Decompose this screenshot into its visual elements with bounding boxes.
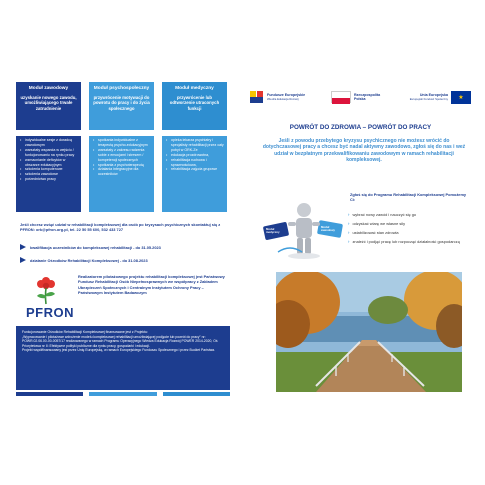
chevron-right-icon: ›: [348, 212, 350, 217]
park-boardwalk-image: [276, 272, 462, 392]
module-vocational: [16, 82, 81, 215]
left-panel: [12, 76, 236, 398]
color-bar: [16, 392, 83, 396]
funding-line: Funkcjonowanie Ośrodków Rehabilitacji Kompleksowej finansowane jest z Projektu:: [22, 330, 148, 334]
intro-text: Jeśli z powodu przebytego kryzysu psychicznego nie możesz wrócić do dotychczasowej pracy a chcesz być nadal aktywny zawodowo, zgłoś się do nas i weź udział w bezpłatnym przekwalifikowaniu zawodowym w ramach rehabilitacji kompleksowej.: [262, 138, 466, 164]
list-item: • szkolenia komputerowe: [20, 167, 79, 172]
park-photo: [276, 272, 462, 392]
figure-label-left: Moduł medyczny: [266, 227, 280, 235]
module-list: [162, 136, 227, 212]
pl-title: Rzeczpospolita Polska: [353, 92, 381, 101]
list-item: [348, 239, 470, 244]
list-item: • edukacja prozdrowotna,: [166, 153, 225, 158]
fe-text: [267, 93, 305, 101]
options-list: [348, 212, 470, 248]
list-item: • opieka lekarza psychiatry i specjalisty rehabilitacji przez cały pobyt w ORK-Ze: [166, 138, 225, 153]
deadline-text: działanie Ośrodków Rehabilitacji Kompleksowej - do 31.08.2023: [30, 257, 148, 263]
eu-text: [410, 93, 448, 101]
logo-bar: [250, 86, 471, 108]
headline: POWRÓT DO ZDROWIA – POWRÓT DO PRACY: [289, 124, 432, 131]
list-item: [348, 212, 470, 217]
figure-illustration: [260, 196, 344, 262]
list-item: • spotkania z psychoterapeutą: [93, 163, 152, 168]
modules: [16, 82, 228, 215]
list-item: • szkolenia zawodowe: [20, 172, 79, 177]
color-bar: [163, 392, 230, 396]
fe-title: Fundusze Europejskie: [267, 92, 306, 97]
figure-label-right: Moduł zawodowy: [321, 225, 335, 233]
list-item: • wzmacnianie deficytów w obszarze edukacyjnym: [20, 158, 79, 168]
module-subtitle: przywrócenie lub odtworzenie utraconych funkcji: [169, 94, 220, 111]
module-divider: [162, 130, 227, 134]
chevron-right-icon: ›: [348, 239, 350, 245]
list-item: • rehabilitacja zajęcia grupowe: [166, 167, 225, 172]
funding-line: Projekt współfinansowany jest przez Unię Europejską, w ramach Europejskiego Funduszu Społecznego i przez Budżet Państwa.: [22, 348, 215, 353]
deadline-operation: [20, 257, 230, 263]
contact-info: Jeśli chcesz wziąć udział w rehabilitacji kompleksowej dla osób po kryzysach psychicznych skontaktuj się z PFRON: ork@pfron.org.pl, tel. 22 50 55 600, 532 433 727: [20, 222, 221, 233]
module-subtitle: przywrócenie motywacji do powrotu do pracy i do życia społecznego: [93, 94, 150, 111]
funding-box: [16, 326, 230, 390]
poland-flag-icon: [331, 91, 351, 103]
fe-logo: [250, 91, 305, 103]
color-bar: [89, 392, 156, 396]
pl-logo: [331, 91, 384, 103]
arrow-icon: [20, 257, 26, 263]
chevron-right-icon: ›: [348, 230, 350, 236]
option-text: znaleźć i podjąć pracę lub rozpocząć działalność gospodarczą: [352, 239, 460, 245]
module-title: Moduł zawodowy: [28, 86, 69, 91]
eu-title: Unia Europejska: [419, 92, 448, 97]
list-item: • warsztaty wsparcia w wejściu / funkcjonowaniu na rynku pracy: [20, 148, 79, 158]
option-text: odzyskać wiarę we własne siły: [352, 221, 406, 227]
fe-star-icon: [250, 91, 264, 103]
implementer-info: Realizatorem pilotażowego projektu rehabilitacji kompleksowej jest Państwowy Fundusz Rehabilitacji Osób Niepełnosprawnych we współpracy z Zakładem Ubezpieczeń Społecznych i Centralnym Instytutem Ochrony Pracy – Państwowym Instytutem Badawczym: [78, 274, 225, 296]
module-divider: [89, 130, 154, 134]
module-title: Moduł medyczny: [175, 86, 214, 91]
option-text: wybrać nowy zawód i nauczyć się go: [352, 212, 417, 217]
pfron-logo: [20, 272, 72, 322]
module-psychosocial: [89, 82, 154, 215]
pfron-wordmark: PFRON: [26, 305, 74, 320]
chevron-right-icon: ›: [348, 221, 350, 227]
flower-icon: [20, 272, 72, 306]
right-panel: [248, 76, 473, 398]
list-item: • działania integracyjne dla uczestników: [93, 167, 152, 177]
eu-logo: [410, 91, 471, 104]
module-title: Moduł psychospołeczny: [93, 86, 150, 91]
fe-subtitle: Wiedza Edukacja Rozwój: [267, 97, 299, 101]
list-item: • indywidualne sesje z doradcą zawodowym: [20, 138, 79, 148]
module-subtitle: uzyskanie nowego zawodu, umożliwiającego trwałe zatrudnienie: [20, 94, 77, 111]
module-list: [89, 136, 154, 212]
module-header: [16, 82, 81, 130]
module-medical: [162, 82, 227, 215]
deadline-text: kwalifikacja uczestników do kompleksowej rehabilitacji - do 31.05.2023: [30, 244, 161, 250]
arrow-icon: [20, 244, 26, 250]
eu-flag-icon: ★: [451, 91, 471, 104]
list-item: [348, 221, 470, 226]
list-item: • rehabilitacja ruchowa i sprawnościowa,: [166, 158, 225, 168]
eu-subtitle: Europejski Fundusz Społeczny: [409, 97, 448, 101]
list-item: [348, 230, 470, 235]
funding-line: „Wypracowanie i pilotażowe wdrożenie modelu kompleksowej rehabilitacji umożliwiającej podjęcie lub powrót do pracy” nr: POWR.02.06.00-00-0057/17 realizowanego w ramach Programu Operacyjnego Wiedza Edukacja Rozwój POWER 2014-2020, Oś Priorytetowa nr II: Efektywne polityki publiczne dla rynku pracy, gospodarki i edukacji.: [22, 334, 218, 348]
bottom-color-bars: [16, 392, 230, 396]
module-divider: [16, 130, 81, 134]
leaflet: [12, 76, 473, 398]
module-header: [162, 82, 227, 130]
module-header: [89, 82, 154, 130]
list-item: • pośrednictwo pracy: [20, 177, 79, 182]
option-text: ustabilizować stan zdrowia: [352, 230, 399, 236]
list-item: • spotkania indywidualne z terapeutą psycho-edukacyjnym: [93, 138, 152, 148]
module-list: [16, 136, 81, 212]
list-item: • warsztaty z zakresu radzenia sobie z emocjami i stresem / kompetencji społecznych: [93, 148, 152, 163]
program-intro: Zgłoś się do Programu Rehabilitacji Kompleksowej Pomożemy Ci:: [350, 192, 467, 203]
deadline-qualification: [20, 244, 230, 250]
